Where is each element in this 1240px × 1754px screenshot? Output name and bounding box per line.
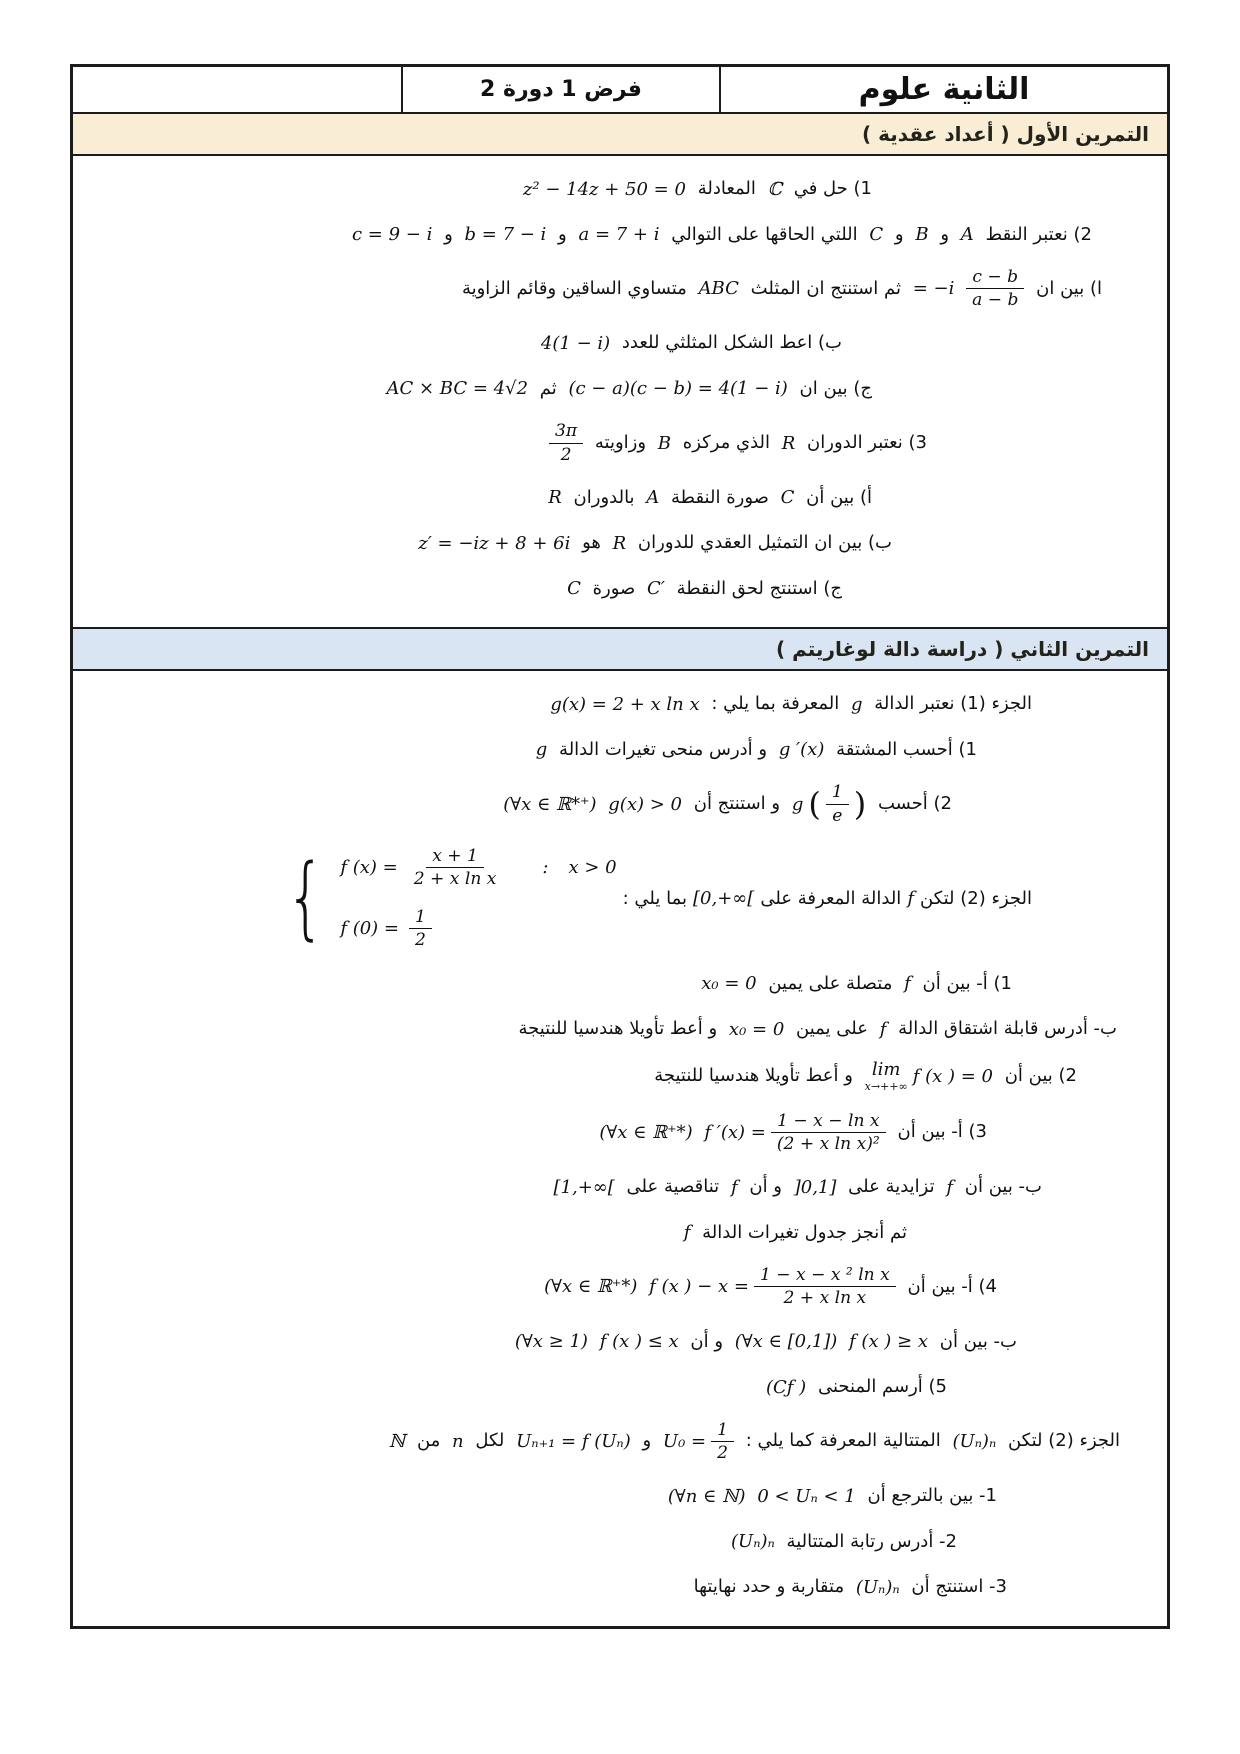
math-segment: c = 9 − i: [352, 224, 433, 245]
fraction: [966, 266, 1024, 311]
math-text: f (x ) − x =: [649, 1276, 749, 1298]
s1-line-trig-form: [75, 320, 1165, 366]
fraction-denominator: 2: [560, 444, 572, 465]
text-segment: المتتالية المعرفة كما يلي :: [745, 1430, 941, 1452]
text-segment: 1) أحسب المشتقة: [836, 738, 977, 760]
math-segment: AC × BC = 4√2: [386, 378, 529, 400]
math-segment: f: [904, 973, 911, 995]
text-segment: هو: [582, 532, 601, 554]
math-segment: [649, 1264, 896, 1309]
math-segment: g ′(x): [778, 739, 825, 761]
s2-line-sequence-monotonicity: [75, 1519, 1165, 1565]
text-segment: متقاربة و حدد نهايتها: [693, 1576, 845, 1597]
math-text: f (x ) = 0: [912, 1065, 993, 1087]
text-segment: و: [894, 223, 904, 245]
close-paren: ): [853, 785, 867, 824]
math-segment: [792, 781, 866, 826]
text-segment: أ) بين أن: [806, 486, 872, 508]
text-segment: ب- بين أن: [964, 1176, 1042, 1198]
math-segment: n: [452, 1430, 464, 1452]
math-segment: x₀ = 0: [701, 973, 757, 995]
s2-line-inequalities: [75, 1319, 1165, 1365]
exam-page: [70, 64, 1170, 1629]
limit-subscript: x→++∞: [864, 1079, 908, 1093]
s2-line-monotonicity: [75, 1164, 1165, 1210]
text-segment: المعادلة: [697, 178, 756, 199]
text-segment: بالدوران: [573, 486, 635, 508]
fraction-numerator: 1 − x − ln x: [771, 1110, 885, 1133]
math-segment: x₀ = 0: [728, 1018, 785, 1040]
math-segment: [864, 1058, 993, 1093]
fraction: [754, 1264, 896, 1309]
text-segment: ا) بين ان: [1036, 277, 1102, 299]
math-segment: [704, 1110, 885, 1155]
text-segment: ثم استنتج ان المثلث: [750, 277, 901, 299]
text-segment: 1) أ- بين أن: [922, 972, 1012, 994]
s2-line-f-definition: [75, 836, 1165, 961]
math-segment: C: [780, 487, 795, 509]
s2-line-recurrence-bound: [75, 1473, 1165, 1519]
s2-line-g-positive: [75, 772, 1165, 835]
text-segment: ج) بين ان: [799, 377, 872, 399]
fraction-denominator: 2: [717, 1442, 729, 1463]
fraction-numerator: 1: [826, 781, 849, 804]
math-segment: (c − a)(c − b) = 4(1 − i): [568, 378, 788, 400]
math-segment: z′ = −iz + 8 + 6i: [418, 532, 571, 554]
math-segment: ABC: [698, 278, 739, 300]
text-segment: و: [558, 223, 567, 245]
text-segment: و أعط تأويلا هندسيا للنتيجة: [518, 1018, 718, 1040]
text-segment: 2) نعتبر النقط: [985, 223, 1092, 245]
s2-line-convergence: [75, 1564, 1165, 1610]
s1-line-solve-equation: [75, 166, 1165, 212]
open-paren: (: [808, 785, 821, 824]
fraction: [409, 906, 432, 951]
text-segment: 1- بين بالترجع أن: [867, 1485, 997, 1506]
text-segment: متصلة على يمين: [768, 972, 893, 994]
text-segment: ثم أنجز جدول تغيرات الدالة: [702, 1221, 907, 1243]
text-segment: من: [416, 1430, 441, 1452]
text-segment: ج) استنتج لحق النقطة: [676, 577, 842, 599]
text-segment: 1) حل في: [793, 178, 872, 199]
text-segment: و: [642, 1430, 652, 1452]
math-segment: (Uₙ)ₙ: [952, 1430, 997, 1452]
math-segment: [663, 1419, 734, 1464]
s2-line-differentiability: [75, 1006, 1165, 1052]
math-segment: C′: [647, 578, 665, 600]
curly-brace: {: [285, 845, 326, 950]
fraction-denominator: e: [832, 805, 843, 826]
math-segment: Uₙ₊₁ = f (Uₙ): [516, 1430, 631, 1452]
math-segment: f (x ) ≤ x: [599, 1331, 679, 1353]
exercise1-title: التمرين الأول ( أعداد عقدية ): [73, 114, 1167, 156]
piecewise-case-1: [340, 845, 616, 890]
case-condition: x > 0: [568, 857, 617, 879]
math-segment: a = 7 + i: [578, 224, 660, 245]
text-segment: 3- استنتج أن: [911, 1576, 1007, 1597]
s2-line-variation-table: [75, 1210, 1165, 1256]
math-segment: ]0,1]: [793, 1176, 837, 1198]
text-segment: و: [940, 223, 950, 245]
math-segment: (Cƒ ): [766, 1376, 807, 1398]
fraction: [711, 1419, 734, 1464]
fraction-denominator: 2 + x ln x: [783, 1288, 867, 1309]
fraction-numerator: 1: [409, 906, 432, 929]
piecewise-cases: [340, 845, 616, 952]
math-text: f (x) =: [340, 857, 398, 879]
math-segment: f: [907, 887, 914, 909]
text-segment: 2) بين أن: [1004, 1065, 1077, 1087]
text-segment: الجزء (2) لتكن: [919, 887, 1032, 909]
math-segment: R: [548, 487, 562, 509]
math-segment: f: [683, 1222, 691, 1244]
fraction-numerator: 1 − x − x ² ln x: [754, 1264, 896, 1287]
text-segment: الجزء (1) نعتبر الدالة: [874, 693, 1032, 715]
text-segment: متساوي الساقين وقائم الزاوية: [461, 277, 687, 299]
math-segment: R: [781, 432, 796, 454]
text-segment: ب- أدرس قابلة اشتقاق الدالة: [898, 1018, 1117, 1040]
math-segment: (∀x ∈ [0,1]): [734, 1331, 838, 1353]
s1-line-product: [75, 366, 1165, 412]
text-segment: 4) أ- بين أن: [907, 1275, 997, 1297]
math-segment: f: [946, 1176, 954, 1198]
math-segment: C: [869, 224, 884, 245]
math-segment: f (x ) ≥ x: [849, 1331, 929, 1353]
math-segment: 4(1 − i): [540, 332, 611, 354]
exercise1-body: [73, 156, 1167, 627]
text-segment: صورة النقطة: [671, 486, 769, 508]
math-segment: f: [730, 1176, 738, 1198]
fraction-denominator: a − b: [972, 290, 1019, 311]
s1-line-deduce-affix: [75, 566, 1165, 612]
math-segment: ℂ: [767, 178, 782, 200]
s2-line-fx-minus-x: [75, 1255, 1165, 1318]
math-segment: ℕ: [388, 1430, 406, 1452]
text-segment: ثم: [539, 377, 557, 399]
s1-line-quotient: [75, 257, 1165, 320]
math-segment: (Uₙ)ₙ: [855, 1576, 900, 1598]
math-segment: f: [879, 1018, 887, 1040]
fraction-denominator: 2: [415, 930, 426, 951]
text-segment: لكل: [475, 1430, 505, 1452]
fraction-numerator: 3π: [549, 420, 583, 443]
math-segment: b = 7 − i: [464, 224, 547, 245]
fraction: [408, 845, 503, 890]
text-segment: على يمين: [796, 1018, 868, 1040]
math-segment: (∀x ∈ ℝ*⁺): [503, 793, 597, 815]
header-exam-cell: فرض 1 دورة 2: [401, 67, 719, 112]
text-segment: و أن: [690, 1330, 724, 1352]
math-segment: (∀n ∈ ℕ): [667, 1485, 746, 1507]
math-segment: (∀x ∈ ℝ⁺*): [599, 1121, 693, 1143]
text-segment: الدالة المعرفة على: [760, 887, 902, 909]
exercise2-title: التمرين الثاني ( دراسة دالة لوغاريتم ): [73, 627, 1167, 671]
s2-line-f-derivative: [75, 1101, 1165, 1164]
s1-line-image-point: [75, 475, 1165, 521]
text-segment: بما يلي :: [622, 887, 688, 909]
math-segment: = −i: [912, 278, 955, 300]
fraction-numerator: x + 1: [426, 845, 484, 868]
exercise2-body: [73, 671, 1167, 1625]
fraction-denominator: (2 + x ln x)²: [776, 1133, 880, 1154]
header-empty-cell: [73, 67, 401, 112]
text-segment: و أدرس منحى تغيرات الدالة: [559, 738, 768, 760]
s2-line-limit: [75, 1052, 1165, 1101]
fraction-numerator: c − b: [966, 266, 1024, 289]
text-segment: المعرفة بما يلي :: [711, 693, 840, 715]
math-text: g: [791, 793, 804, 815]
s2-line-continuity: [75, 961, 1165, 1007]
math-segment: A: [960, 224, 974, 245]
header-class-cell: الثانية علوم: [719, 67, 1167, 112]
text-segment: و: [444, 223, 453, 245]
text-segment: الذي مركزه: [682, 432, 771, 454]
fraction: [549, 420, 583, 465]
math-text: U₀ =: [662, 1430, 707, 1452]
text-segment: و استنتج أن: [693, 793, 781, 815]
text-segment: اللتي الحاقها على التوالي: [671, 223, 858, 245]
math-text: f ′(x) =: [704, 1121, 766, 1143]
math-segment: [966, 266, 1024, 311]
fraction: [826, 781, 849, 826]
limit-notation: [864, 1058, 908, 1093]
text-segment: 3) نعتبر الدوران: [807, 432, 927, 454]
math-segment: (Uₙ)ₙ: [731, 1531, 775, 1552]
math-segment: g: [851, 693, 863, 715]
text-segment: 2) أحسب: [877, 793, 952, 815]
math-segment: (∀x ∈ ℝ⁺*): [544, 1276, 638, 1298]
s2-line-sequence-definition: [75, 1410, 1165, 1473]
math-segment: C: [567, 578, 581, 600]
header-table: [73, 67, 1167, 114]
text-segment: ب) اعط الشكل المثلثي للعدد: [621, 332, 842, 354]
math-segment: B: [915, 224, 929, 245]
text-segment: تناقصية على: [626, 1176, 720, 1198]
s1-line-complex-representation: [75, 520, 1165, 566]
math-segment: (∀x ≥ 1): [514, 1331, 588, 1353]
math-segment: [549, 420, 583, 465]
math-segment: R: [612, 532, 627, 554]
fraction-denominator: 2 + x ln x: [413, 869, 497, 890]
text-segment: و أن: [749, 1176, 782, 1198]
limit-word: lim: [871, 1058, 901, 1080]
text-segment: ب- بين أن: [939, 1330, 1017, 1352]
fraction-numerator: 1: [711, 1419, 734, 1442]
piecewise-system: [277, 845, 617, 952]
case-separator: :: [542, 857, 549, 879]
math-segment: [1,+∞[: [553, 1176, 615, 1198]
text-segment: 2- أدرس رتابة المتتالية: [786, 1530, 957, 1552]
math-segment: [0,+∞[: [693, 887, 755, 909]
text-segment: وزاويته: [594, 432, 647, 454]
math-text: f (0) =: [340, 918, 400, 940]
s1-line-points-def: [75, 212, 1165, 258]
fraction: [771, 1110, 886, 1155]
math-segment: A: [646, 487, 660, 509]
math-segment: g(x) > 0: [608, 793, 682, 815]
text-segment: تزايدية على: [848, 1176, 935, 1198]
piecewise-case-2: [340, 906, 616, 951]
text-segment: صورة: [592, 577, 636, 599]
math-segment: g: [535, 739, 548, 761]
text-segment: الجزء (2) لتكن: [1007, 1430, 1120, 1452]
text-segment: ب) بين ان التمثيل العقدي للدوران: [637, 532, 892, 554]
math-segment: 0 < Uₙ < 1: [757, 1485, 856, 1507]
s2-line-draw-curve: [75, 1364, 1165, 1410]
math-segment: g(x) = 2 + x ln x: [550, 693, 700, 715]
math-segment: B: [657, 432, 672, 454]
math-segment: z² − 14z + 50 = 0: [522, 178, 686, 200]
text-segment: 3) أ- بين أن: [897, 1121, 987, 1143]
s1-line-rotation-def: [75, 411, 1165, 474]
s2-line-g-definition: [75, 681, 1165, 727]
text-segment: 5) أرسم المنحنى: [817, 1376, 947, 1398]
s2-line-derivative-g: [75, 727, 1165, 773]
text-segment: و أعط تأويلا هندسيا للنتيجة: [654, 1065, 853, 1087]
